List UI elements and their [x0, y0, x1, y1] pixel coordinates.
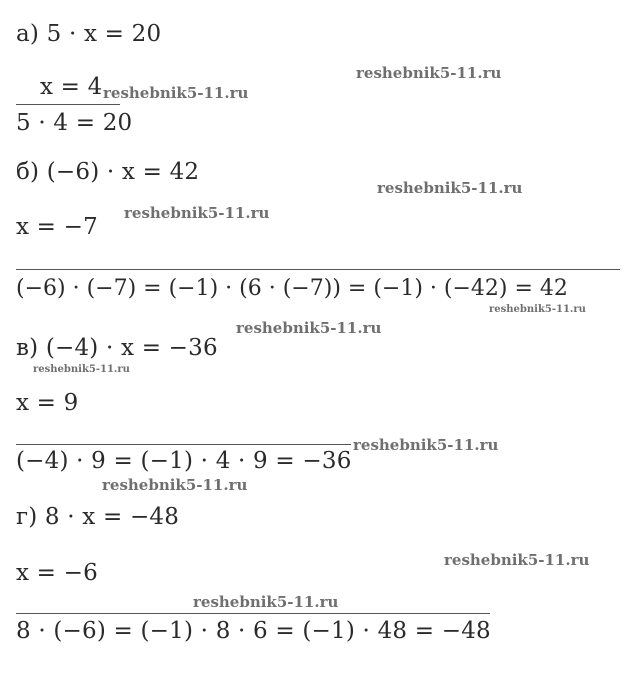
task-a-check: 5 · 4 = 20	[16, 110, 133, 136]
watermark: reshebnik5-11.ru	[356, 64, 502, 82]
watermark: reshebnik5-11.ru	[353, 436, 499, 454]
task-g-check: 8 · (−6) = (−1) · 8 · 6 = (−1) · 48 = −48	[16, 618, 491, 644]
watermark: reshebnik5-11.ru	[377, 179, 523, 197]
watermark: reshebnik5-11.ru	[444, 551, 590, 569]
task-b-check: (−6) · (−7) = (−1) · (6 · (−7)) = (−1) · (−42) = 42	[16, 276, 568, 301]
task-g-divider	[16, 613, 490, 614]
watermark: reshebnik5-11.ru	[124, 204, 270, 222]
task-b-equation: б) (−6) · x = 42	[16, 159, 200, 185]
task-a-equation: а) 5 · x = 20	[16, 21, 162, 47]
task-b-solution: x = −7	[16, 214, 98, 240]
task-g-solution: x = −6	[16, 560, 98, 586]
watermark: reshebnik5-11.ru	[193, 593, 339, 611]
task-v-check: (−4) · 9 = (−1) · 4 · 9 = −36	[16, 448, 352, 474]
task-a-divider	[16, 104, 120, 105]
task-a-solution: x = 4	[40, 74, 103, 100]
watermark: reshebnik5-11.ru	[102, 476, 248, 494]
task-g-equation: г) 8 · x = −48	[16, 504, 180, 530]
watermark: reshebnik5-11.ru	[236, 319, 382, 337]
watermark: reshebnik5-11.ru	[33, 364, 130, 375]
task-v-divider	[16, 444, 351, 445]
watermark: reshebnik5-11.ru	[489, 304, 586, 315]
task-v-solution: x = 9	[16, 390, 79, 416]
watermark: reshebnik5-11.ru	[103, 84, 249, 102]
task-b-divider	[16, 269, 620, 270]
task-v-equation: в) (−4) · x = −36	[16, 335, 218, 361]
